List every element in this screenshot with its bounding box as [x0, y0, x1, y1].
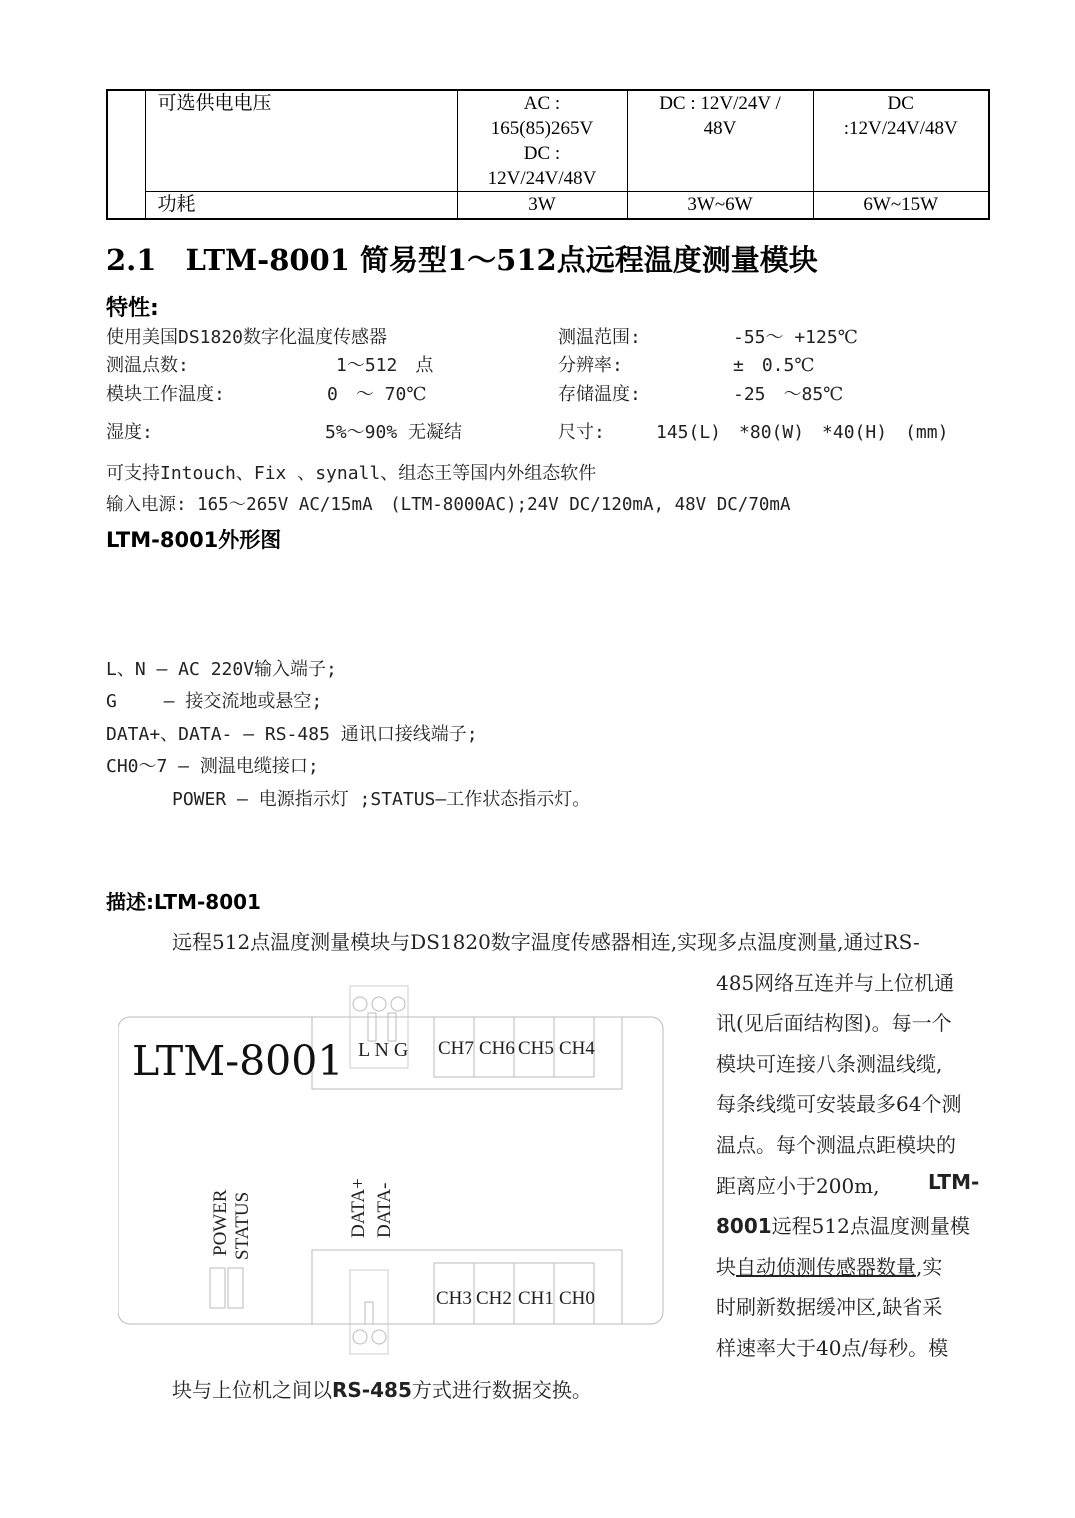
- channel-label: CH3: [436, 1288, 472, 1309]
- channel-label: CH7: [438, 1038, 474, 1059]
- feature-left: 模块工作温度:: [106, 384, 225, 405]
- desc-title: 描述:LTM-8001: [106, 890, 261, 914]
- channel-label: CH4: [559, 1038, 595, 1059]
- row-label: 可选供电电压: [145, 90, 457, 192]
- desc-line-bold: LTM-: [928, 1170, 980, 1194]
- feature-left-value: 1～512 点: [336, 355, 434, 376]
- desc-last-line: 块与上位机之间以RS-485方式进行数据交换。: [172, 1378, 592, 1402]
- feature-left: 湿度:: [106, 422, 153, 443]
- spec-table: [106, 89, 990, 220]
- data-minus-label: DATA-: [374, 1182, 395, 1238]
- table-row: [107, 90, 989, 192]
- feature-right-label: 测温范围:: [558, 327, 641, 348]
- cell: 3W~6W: [627, 192, 813, 220]
- desc-line: 距离应小于200m,: [716, 1174, 880, 1198]
- desc-line: 8001远程512点温度测量模: [716, 1214, 970, 1238]
- channel-label: CH1: [518, 1288, 554, 1309]
- model-label: LTM-8001: [132, 1037, 344, 1085]
- terminal-line: POWER — 电源指示灯 ;STATUS—工作状态指示灯。: [172, 789, 591, 810]
- desc-line: 讯(见后面结构图)。每一个: [716, 1011, 952, 1035]
- feature-right-label: 尺寸:: [558, 422, 605, 443]
- cell: AC : 165(85)265V DC : 12V/24V/48V: [457, 90, 627, 192]
- cell: 3W: [457, 192, 627, 220]
- feature-left-value: 0 ～ 70℃: [327, 384, 427, 405]
- status-label: STATUS: [232, 1191, 253, 1260]
- data-connector: [350, 1270, 388, 1354]
- terminal-line: CH0～7 — 测温电缆接口;: [106, 756, 319, 777]
- channel-label: CH6: [479, 1038, 515, 1059]
- row-label: 功耗: [145, 192, 457, 220]
- connector-slot: [365, 1302, 373, 1324]
- screw-icon: [372, 1330, 386, 1344]
- bottom-terminal-block: [312, 1250, 622, 1324]
- cell: 6W~15W: [813, 192, 989, 220]
- table-row: [107, 192, 989, 220]
- desc-line: 模块可连接八条测温线缆,: [716, 1052, 943, 1076]
- feature-left: 测温点数:: [106, 355, 189, 376]
- desc-line: 485网络互连并与上位机通: [716, 971, 955, 995]
- cell: DC :12V/24V/48V: [813, 90, 989, 192]
- feature-right-value: -55～ +125℃: [733, 327, 858, 348]
- underlined-text: 自动侦测传感器数量: [736, 1255, 916, 1279]
- desc-line: 时刷新数据缓冲区,缺省采: [716, 1295, 943, 1319]
- section-heading: 2.1 LTM-8001 简易型1～512点远程温度测量模块: [106, 243, 818, 277]
- desc-line: 温点。每个测温点距模块的: [716, 1133, 956, 1157]
- feature-right-value: ± 0.5℃: [733, 355, 815, 376]
- outline-title: LTM-8001外形图: [106, 528, 282, 552]
- desc-line: 每条线缆可安装最多64个测: [716, 1092, 962, 1116]
- desc-line: 块自动侦测传感器数量,实: [716, 1255, 943, 1279]
- power-label: POWER: [210, 1189, 231, 1256]
- screw-icon: [353, 1330, 367, 1344]
- channel-label: CH2: [476, 1288, 512, 1309]
- power-led-icon: [210, 1268, 225, 1308]
- screw-icon: [353, 997, 367, 1011]
- terminal-line: L、N — AC 220V输入端子;: [106, 659, 337, 680]
- terminal-line: G — 接交流地或悬空;: [106, 691, 323, 712]
- lng-label: L N G: [358, 1039, 409, 1061]
- data-plus-label: DATA+: [348, 1178, 369, 1238]
- feature-left-value: 5%～90% 无凝结: [325, 422, 463, 443]
- support-line: 可支持Intouch、Fix 、synall、组态王等国内外组态软件: [106, 463, 597, 484]
- feature-right-label: 存储温度:: [558, 384, 641, 405]
- desc-line: 样速率大于40点/每秒。模: [716, 1336, 949, 1360]
- desc-first-line: 远程512点温度测量模块与DS1820数字温度传感器相连,实现多点温度测量,通过RS-: [172, 930, 920, 954]
- channel-label: CH5: [518, 1038, 554, 1059]
- features-title: 特性:: [106, 296, 159, 321]
- feature-right-label: 分辨率:: [558, 355, 623, 376]
- module-outline-diagram: [118, 980, 666, 1360]
- status-led-icon: [228, 1268, 243, 1308]
- power-line: 输入电源: 165～265V AC/15mA (LTM-8000AC);24V DC/120mA, 48V DC/70mA: [106, 495, 791, 515]
- feature-right-value: 145(L) *80(W) *40(H) (mm): [656, 422, 949, 443]
- channel-label: CH0: [559, 1288, 595, 1309]
- terminal-line: DATA+、DATA- — RS-485 通讯口接线端子;: [106, 724, 478, 745]
- feature-left: 使用美国DS1820数字化温度传感器: [106, 327, 388, 348]
- feature-right-value: -25 ～85℃: [733, 384, 844, 405]
- screw-icon: [372, 997, 386, 1011]
- cell: DC : 12V/24V / 48V: [627, 90, 813, 192]
- screw-icon: [391, 997, 405, 1011]
